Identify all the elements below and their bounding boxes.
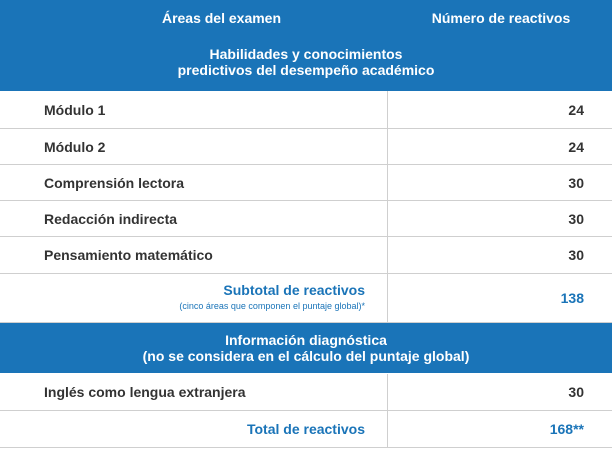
subtotal-value: 138: [560, 290, 584, 306]
header-col-areas: Áreas del examen: [161, 10, 282, 26]
subtotal-note: (cinco áreas que componen el puntaje global)*: [179, 301, 365, 311]
subtotal-row: [0, 274, 612, 323]
total-value: 168**: [549, 421, 584, 437]
diagnostic-line2: (no se considera en el cálculo del puntaje global): [142, 348, 470, 364]
row-label: Módulo 1: [44, 102, 106, 118]
row-label: Comprensión lectora: [44, 175, 185, 191]
table-row: [0, 129, 612, 165]
table-row: [0, 165, 612, 201]
subtotal-label: Subtotal de reactivos: [223, 282, 365, 298]
section-header-skills: [0, 46, 612, 78]
header-col-count: Número de reactivos: [431, 10, 571, 26]
row-label: Inglés como lengua extranjera: [44, 384, 246, 400]
row-value: 30: [568, 247, 584, 263]
column-divider: [387, 91, 388, 128]
total-row: [0, 411, 612, 448]
row-value: 30: [568, 175, 584, 191]
row-label: Módulo 2: [44, 139, 106, 155]
row-label: Redacción indirecta: [44, 211, 178, 227]
row-value: 24: [568, 102, 584, 118]
column-divider: [387, 411, 388, 447]
column-divider: [387, 201, 388, 236]
diagnostic-line1: Información diagnóstica: [225, 332, 387, 348]
row-label: Pensamiento matemático: [44, 247, 213, 263]
table-header: [0, 0, 612, 91]
table-row: [0, 237, 612, 274]
section-header-line1: Habilidades y conocimientos: [209, 46, 403, 62]
section-header-line2: predictivos del desempeño académico: [177, 62, 435, 78]
column-divider: [387, 129, 388, 164]
column-divider: [387, 274, 388, 322]
column-divider: [387, 374, 388, 410]
subtotal-label-block: [0, 282, 387, 311]
table-row: [0, 91, 612, 129]
column-divider: [387, 165, 388, 200]
total-label: Total de reactivos: [246, 421, 365, 437]
column-divider: [387, 237, 388, 273]
section-header-diagnostic: [0, 323, 612, 373]
table-row: [0, 374, 612, 411]
row-value: 30: [568, 384, 584, 400]
total-label-block: [0, 421, 387, 437]
row-value: 24: [568, 139, 584, 155]
table-row: [0, 201, 612, 237]
row-value: 30: [568, 211, 584, 227]
